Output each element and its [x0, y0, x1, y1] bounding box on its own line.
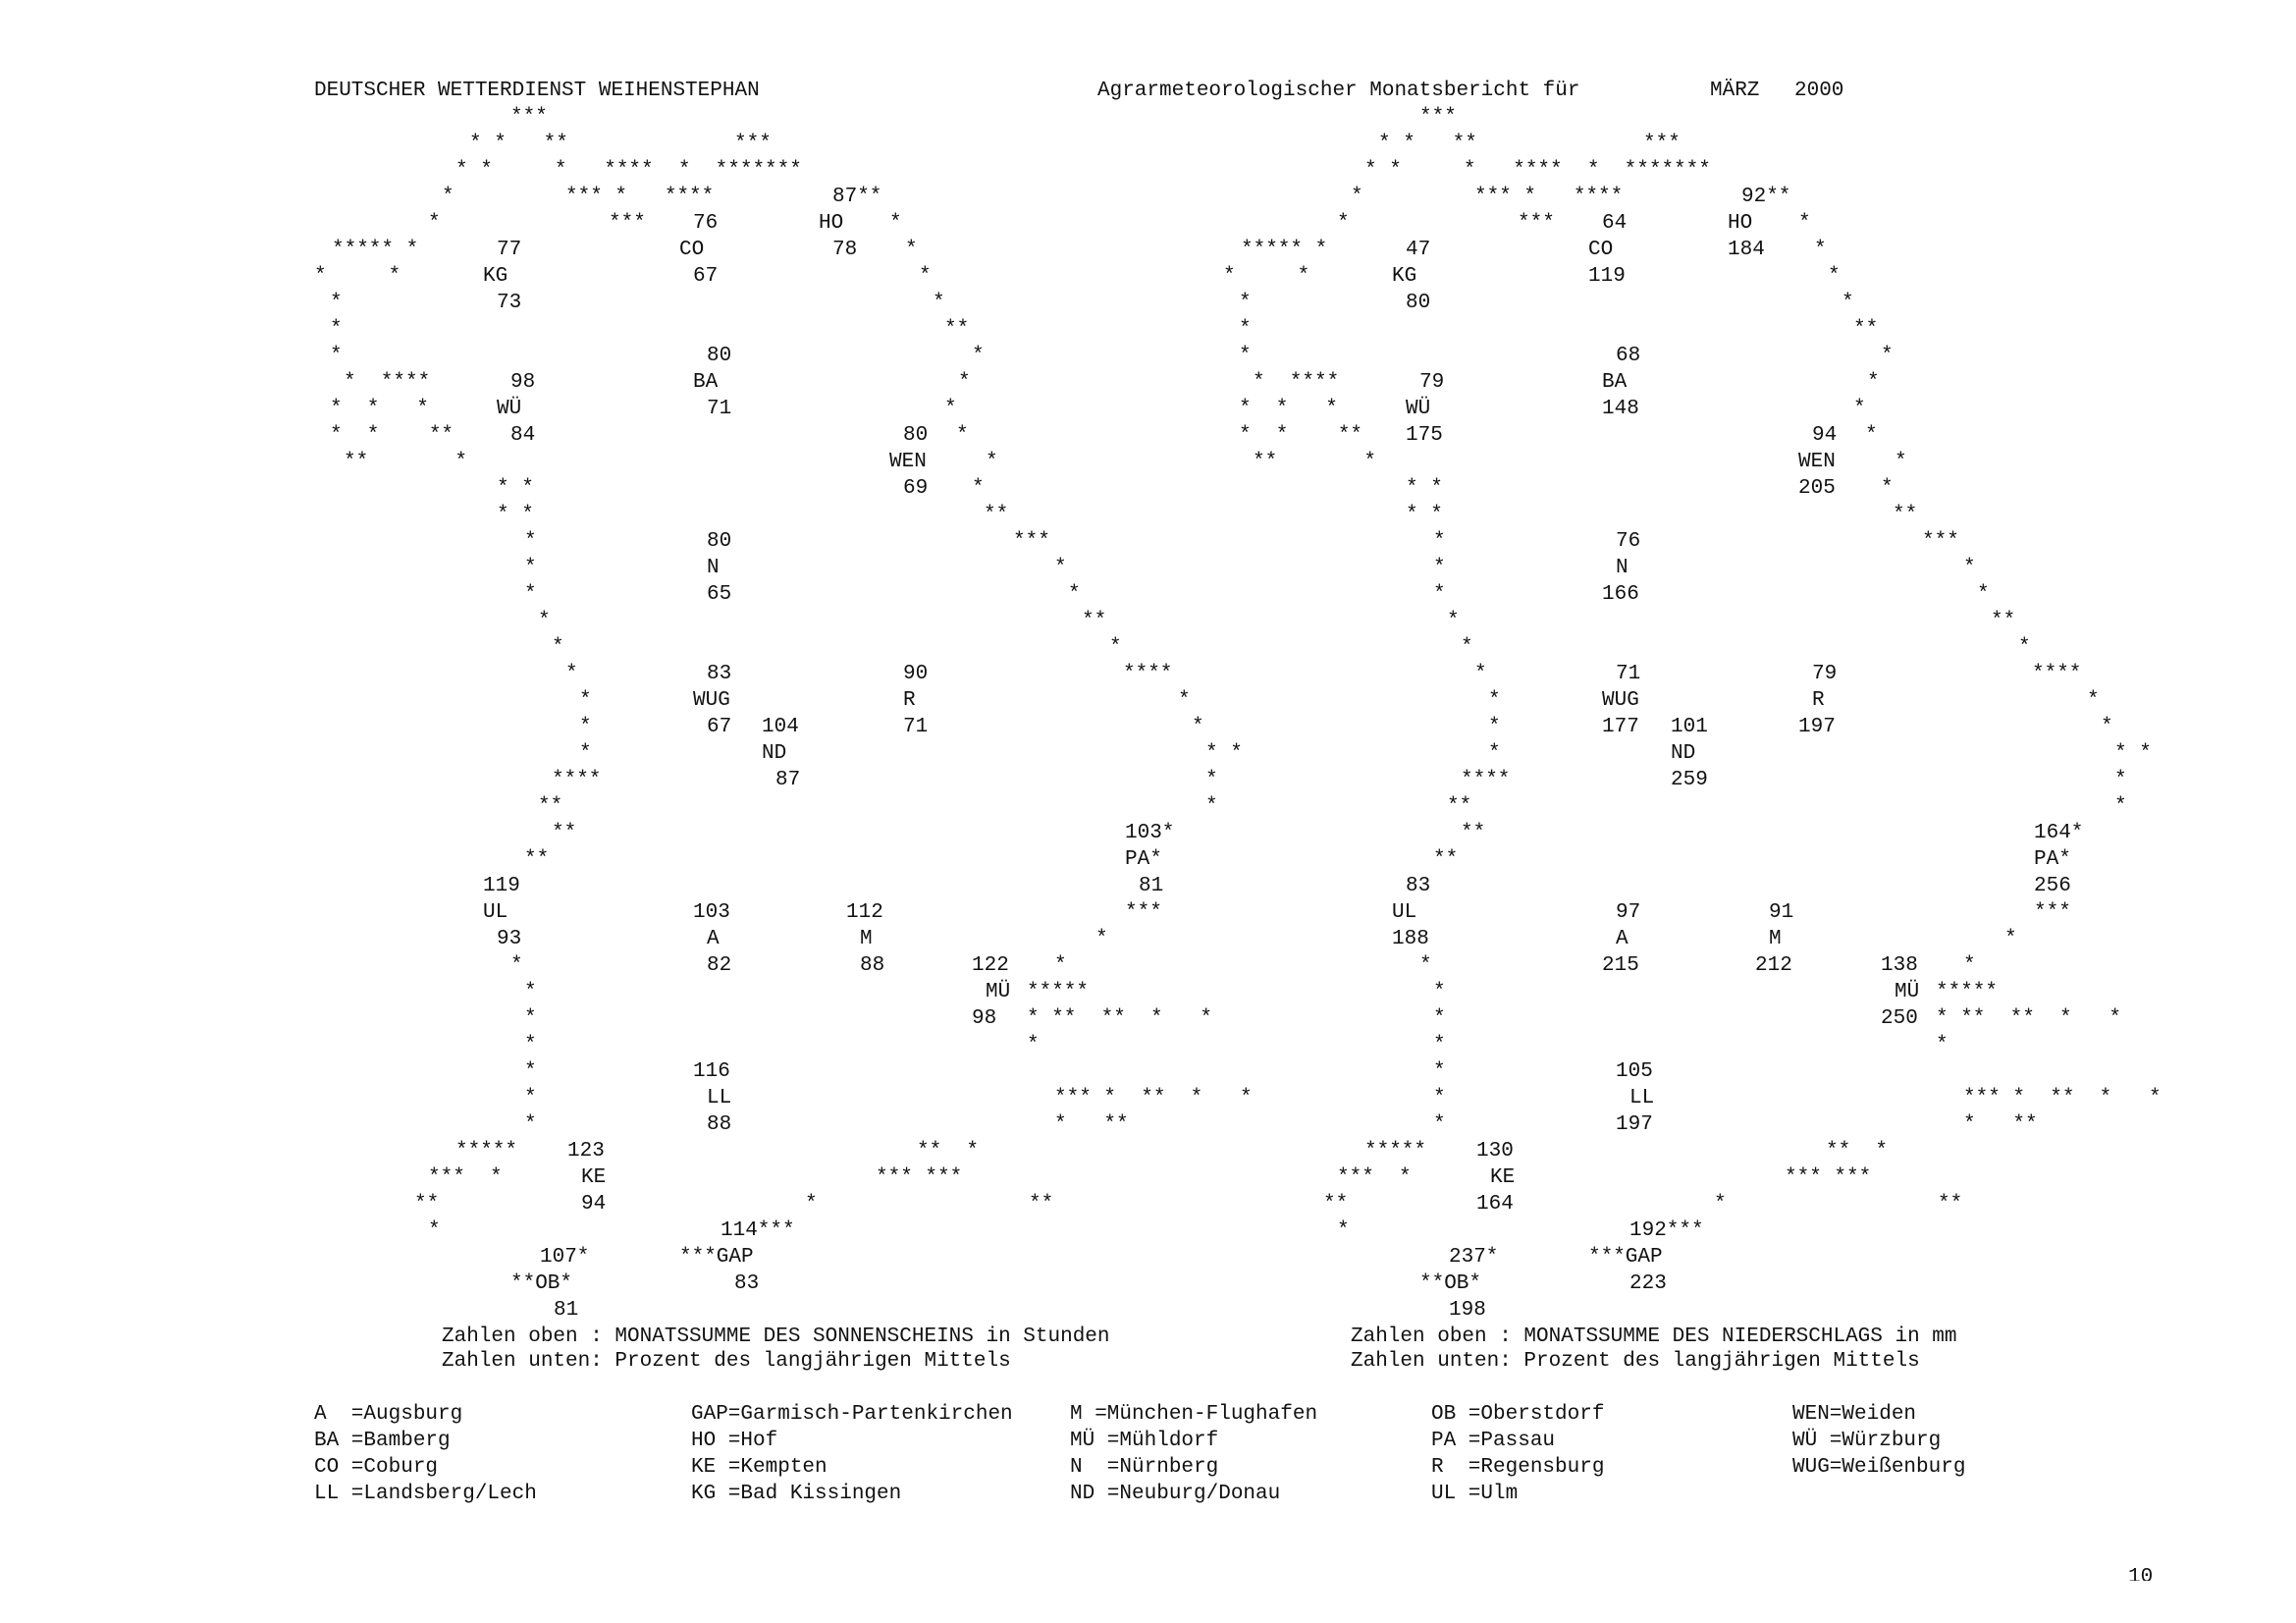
map-outline: *	[1977, 583, 1990, 606]
station-wug-code: WUG	[1602, 689, 1639, 712]
map-outline: * * **	[330, 424, 454, 447]
station-r-value: 90	[903, 663, 929, 685]
legend-item: M =München-Flughafen	[1070, 1403, 1318, 1426]
map-outline: *	[1109, 636, 1122, 659]
station-co-code: CO	[679, 239, 705, 261]
map-outline: ***	[1643, 133, 1681, 155]
station-a-value: 103	[693, 901, 730, 924]
station-ho-value: 87**	[832, 186, 882, 208]
map-outline: *	[524, 1034, 537, 1056]
header-institution: DEUTSCHER WETTERDIENST WEIHENSTEPHAN	[314, 80, 760, 102]
legend-item: A =Augsburg	[314, 1403, 463, 1426]
map-outline: *	[524, 1060, 537, 1083]
station-gap-code: ***GAP	[1588, 1246, 1663, 1269]
station-co-percent: 119	[1588, 265, 1626, 288]
station-kg-value: 77	[497, 239, 522, 261]
caption-bottom-values: Zahlen unten: Prozent des langjährigen Mittels	[442, 1350, 1011, 1373]
map-outline: **	[1938, 1193, 1963, 1216]
legend-item: GAP=Garmisch-Partenkirchen	[691, 1403, 1013, 1426]
legend-item: CO =Coburg	[314, 1456, 439, 1479]
station-pa-percent: 256	[2034, 875, 2071, 897]
map-outline: **	[1991, 610, 2016, 632]
station-wen-code: WEN	[1798, 451, 1836, 473]
map-outline: *	[1192, 716, 1204, 738]
map-outline: *	[1068, 583, 1081, 606]
station-ob-code: **OB*	[1419, 1272, 1482, 1295]
map-outline: * ** ** * *	[1027, 1007, 1213, 1030]
map-outline: * *	[2114, 742, 2152, 765]
map-outline: *	[1865, 424, 1878, 447]
map-outline: *	[1433, 1087, 1446, 1109]
station-mu-value: 138	[1881, 954, 1918, 977]
station-mu-value: 122	[972, 954, 1009, 977]
map-outline: ** *	[1826, 1140, 1889, 1163]
legend-item: HO =Hof	[691, 1430, 778, 1452]
map-outline: *	[1433, 1060, 1446, 1083]
map-outline: *	[330, 318, 343, 341]
station-nd-percent: 87	[775, 769, 801, 791]
station-pa-code: PA*	[2034, 848, 2071, 871]
station-pa-value: 164*	[2034, 822, 2084, 844]
station-ke-value: 130	[1476, 1140, 1514, 1163]
map-outline: ***	[1125, 901, 1162, 924]
map-outline: ** *	[344, 451, 468, 473]
map-outline: *	[1881, 477, 1894, 500]
map-outline: *	[579, 689, 592, 712]
station-ll-value: 116	[693, 1060, 730, 1083]
station-ke-code: KE	[581, 1166, 607, 1189]
station-mu-percent: 98	[972, 1007, 997, 1030]
station-ul-code: UL	[483, 901, 508, 924]
header-month: MÄRZ	[1710, 80, 1760, 102]
station-ho-value: 92**	[1741, 186, 1791, 208]
station-n-percent: 166	[1602, 583, 1639, 606]
map-outline: *** *	[1337, 1166, 1412, 1189]
station-wu-value: 98	[510, 371, 536, 394]
map-outline: *	[1433, 530, 1446, 553]
station-wu-value: 79	[1419, 371, 1445, 394]
map-outline: *	[524, 557, 537, 579]
station-m-code: M	[1769, 928, 1782, 950]
map-outline: ** *	[1253, 451, 1377, 473]
map-outline: **	[524, 848, 550, 871]
legend-item: WÜ =Würzburg	[1792, 1430, 1942, 1452]
map-outline: *	[1714, 1193, 1727, 1216]
map-outline: **	[1323, 1193, 1349, 1216]
map-outline: *	[956, 424, 969, 447]
station-ul-percent: 188	[1392, 928, 1429, 950]
map-outline: *	[1433, 1113, 1446, 1136]
map-outline: ****	[1461, 769, 1511, 791]
map-outline: *	[1433, 1034, 1446, 1056]
map-outline: *	[1239, 345, 1252, 367]
map-outline: *	[1881, 345, 1894, 367]
map-outline: **	[414, 1193, 440, 1216]
map-outline: *	[1842, 292, 1854, 314]
station-m-percent: 212	[1755, 954, 1792, 977]
legend-item: PA =Passau	[1431, 1430, 1556, 1452]
station-r-value: 79	[1812, 663, 1838, 685]
station-kg-percent: 73	[497, 292, 522, 314]
map-outline: * ****	[344, 371, 431, 394]
station-a-code: A	[1616, 928, 1629, 950]
map-outline: *	[958, 371, 971, 394]
map-outline: *	[2101, 716, 2113, 738]
header-report-title: Agrarmeteorologischer Monatsbericht für	[1097, 80, 1580, 102]
station-wu-percent: 175	[1406, 424, 1443, 447]
map-outline: *	[579, 716, 592, 738]
map-outline: * *	[497, 504, 534, 526]
legend-item: ND =Neuburg/Donau	[1070, 1483, 1281, 1505]
map-outline: *	[2114, 769, 2127, 791]
station-kg-value: 47	[1406, 239, 1431, 261]
map-outline: * *	[1406, 477, 1443, 500]
map-outline: ***** *	[332, 239, 419, 261]
map-outline: ***	[1518, 212, 1555, 235]
page-number: 10	[2128, 1567, 2154, 1581]
caption-top-values: Zahlen oben : MONATSSUMME DES SONNENSCHEINS in Stunden	[442, 1325, 1110, 1348]
map-outline: ***	[609, 212, 646, 235]
map-outline: *****	[1364, 1140, 1427, 1163]
map-outline: *	[986, 451, 998, 473]
legend-item: OB =Oberstdorf	[1431, 1403, 1605, 1426]
map-outline: *****	[1936, 981, 1999, 1003]
map-outline: * * **	[469, 133, 568, 155]
station-pa-percent: 81	[1139, 875, 1164, 897]
map-outline: *	[330, 292, 343, 314]
station-co-code: CO	[1588, 239, 1614, 261]
map-outline: *	[1488, 689, 1501, 712]
station-wen-code: WEN	[889, 451, 927, 473]
station-wug-value: 71	[1616, 663, 1641, 685]
station-wug-value: 83	[707, 663, 732, 685]
map-outline: ***** *	[1241, 239, 1328, 261]
map-outline: *	[1095, 928, 1108, 950]
map-outline: **	[944, 318, 970, 341]
station-ho-percent: 184	[1728, 239, 1765, 261]
map-outline: *** * ** * *	[1054, 1087, 1253, 1109]
map-outline: *	[1461, 636, 1473, 659]
station-m-code: M	[860, 928, 873, 950]
legend-item: KG =Bad Kissingen	[691, 1483, 902, 1505]
station-mu-code: MÜ	[986, 981, 1011, 1003]
map-outline: *	[1239, 318, 1252, 341]
map-outline: *	[972, 345, 985, 367]
station-ba-value: 80	[707, 345, 732, 367]
map-outline: *	[889, 212, 902, 235]
legend-item: R =Regensburg	[1431, 1456, 1605, 1479]
legend-item: N =Nürnberg	[1070, 1456, 1219, 1479]
station-n-percent: 65	[707, 583, 732, 606]
station-gap-percent: 83	[734, 1272, 760, 1295]
station-ul-value: 119	[483, 875, 520, 897]
station-ke-percent: 164	[1476, 1193, 1514, 1216]
map-outline: *	[1433, 557, 1446, 579]
map-outline: **	[538, 795, 563, 818]
map-outline: * * * **** * *******	[1364, 159, 1711, 182]
map-outline: *** *	[428, 1166, 503, 1189]
station-gap-value: 192***	[1629, 1219, 1704, 1242]
map-outline: ** *	[917, 1140, 980, 1163]
map-outline: ****	[1123, 663, 1173, 685]
map-outline: *	[1474, 663, 1487, 685]
station-wu-code: WÜ	[1406, 398, 1431, 420]
station-ll-percent: 88	[707, 1113, 732, 1136]
legend-item: KE =Kempten	[691, 1456, 828, 1479]
station-n-code: N	[707, 557, 720, 579]
map-outline: * * **	[1378, 133, 1477, 155]
map-outline: *	[524, 1113, 537, 1136]
map-outline: **	[552, 822, 577, 844]
map-outline: *****	[455, 1140, 518, 1163]
station-n-value: 76	[1616, 530, 1641, 553]
map-outline: *	[1488, 716, 1501, 738]
map-outline: * ** ** * *	[1936, 1007, 2122, 1030]
station-r-code: R	[1812, 689, 1825, 712]
map-outline: * *	[1223, 265, 1310, 288]
station-nd-code: ND	[1671, 742, 1696, 765]
station-ke-value: 123	[567, 1140, 605, 1163]
map-outline: *	[1027, 1034, 1040, 1056]
station-a-code: A	[707, 928, 720, 950]
station-r-code: R	[903, 689, 916, 712]
map-outline: *	[1447, 610, 1460, 632]
map-outline: ***	[510, 106, 548, 129]
map-outline: *	[905, 239, 918, 261]
caption-bottom-values: Zahlen unten: Prozent des langjährigen Mittels	[1351, 1350, 1920, 1373]
station-pa-value: 103*	[1125, 822, 1175, 844]
legend-item: MÜ =Mühldorf	[1070, 1430, 1219, 1452]
map-outline: **	[1853, 318, 1879, 341]
map-outline: * *	[1205, 742, 1243, 765]
map-outline: *	[2114, 795, 2127, 818]
station-wug-percent: 177	[1602, 716, 1639, 738]
station-wen-percent: 205	[1798, 477, 1836, 500]
map-outline: *	[1936, 1034, 1949, 1056]
station-ul-value: 83	[1406, 875, 1431, 897]
map-outline: *	[524, 583, 537, 606]
station-ba-code: BA	[693, 371, 719, 394]
station-ob-percent: 81	[554, 1299, 579, 1322]
map-outline: *	[330, 345, 343, 367]
map-outline: ***	[1013, 530, 1050, 553]
map-outline: **	[1433, 848, 1459, 871]
map-outline: *	[1433, 981, 1446, 1003]
station-gap-code: ***GAP	[679, 1246, 754, 1269]
map-outline: * *** * ****	[1351, 186, 1624, 208]
legend-item: BA =Bamberg	[314, 1430, 451, 1452]
map-outline: * *	[314, 265, 401, 288]
station-gap-percent: 223	[1629, 1272, 1667, 1295]
station-ho-code: HO	[1728, 212, 1753, 235]
station-ob-percent: 198	[1449, 1299, 1486, 1322]
station-ob-value: 107*	[540, 1246, 590, 1269]
station-nd-value: 101	[1671, 716, 1708, 738]
map-outline: * * * **** * *******	[455, 159, 802, 182]
station-ba-code: BA	[1602, 371, 1628, 394]
map-outline: *	[524, 530, 537, 553]
map-outline: *	[1798, 212, 1811, 235]
station-gap-value: 114***	[721, 1219, 795, 1242]
legend-item: WEN=Weiden	[1792, 1403, 1917, 1426]
station-ll-code: LL	[1629, 1087, 1655, 1109]
map-outline: *	[552, 636, 564, 659]
station-nd-code: ND	[762, 742, 787, 765]
station-n-value: 80	[707, 530, 732, 553]
station-wu-percent: 84	[510, 424, 536, 447]
map-outline: * *** * ****	[442, 186, 715, 208]
map-outline: *	[933, 292, 945, 314]
station-ke-percent: 94	[581, 1193, 607, 1216]
map-outline: *	[1488, 742, 1501, 765]
legend-item: LL =Landsberg/Lech	[314, 1483, 537, 1505]
map-outline: ***	[2034, 901, 2071, 924]
map-outline: *	[579, 742, 592, 765]
map-outline: *** * ** * *	[1963, 1087, 2162, 1109]
station-ho-percent: 78	[832, 239, 858, 261]
map-outline: *	[524, 1087, 537, 1109]
station-r-percent: 197	[1798, 716, 1836, 738]
map-outline: *	[1337, 1219, 1350, 1242]
map-outline: *	[1205, 795, 1218, 818]
map-outline: * **	[1054, 1113, 1129, 1136]
map-outline: *	[972, 477, 985, 500]
header-year: 2000	[1794, 80, 1844, 102]
map-outline: **	[1893, 504, 1918, 526]
map-outline: *	[805, 1193, 818, 1216]
map-outline: *	[2087, 689, 2100, 712]
station-ul-percent: 93	[497, 928, 522, 950]
map-outline: *	[1205, 769, 1218, 791]
map-outline: *	[428, 212, 441, 235]
map-outline: *** ***	[1785, 1166, 1872, 1189]
map-outline: *****	[1027, 981, 1090, 1003]
map-outline: *	[1828, 265, 1841, 288]
map-outline: *** ***	[876, 1166, 963, 1189]
station-wen-value: 80	[903, 424, 929, 447]
station-ke-code: KE	[1490, 1166, 1516, 1189]
map-outline: **	[984, 504, 1009, 526]
map-outline: * * *	[330, 398, 429, 420]
station-co-value: 76	[693, 212, 719, 235]
legend-item: UL =Ulm	[1431, 1483, 1519, 1505]
station-wug-percent: 67	[707, 716, 732, 738]
station-kg-code: KG	[483, 265, 508, 288]
station-kg-percent: 80	[1406, 292, 1431, 314]
station-ll-percent: 197	[1616, 1113, 1653, 1136]
map-outline: *	[1963, 954, 1976, 977]
station-r-percent: 71	[903, 716, 929, 738]
map-outline: *	[1433, 1007, 1446, 1030]
station-ob-value: 237*	[1449, 1246, 1499, 1269]
map-outline: *	[524, 1007, 537, 1030]
map-outline: * ****	[1253, 371, 1340, 394]
map-outline: *	[1433, 583, 1446, 606]
map-outline: ***	[1419, 106, 1457, 129]
map-outline: *	[1419, 954, 1432, 977]
map-outline: ***	[1922, 530, 1959, 553]
station-co-percent: 67	[693, 265, 719, 288]
station-pa-code: PA*	[1125, 848, 1162, 871]
station-nd-percent: 259	[1671, 769, 1708, 791]
station-wen-value: 94	[1812, 424, 1838, 447]
station-m-value: 91	[1769, 901, 1794, 924]
station-ba-value: 68	[1616, 345, 1641, 367]
map-outline: *	[538, 610, 551, 632]
station-wen-percent: 69	[903, 477, 929, 500]
station-ll-code: LL	[707, 1087, 732, 1109]
station-ba-percent: 71	[707, 398, 732, 420]
station-ba-percent: 148	[1602, 398, 1639, 420]
station-ul-code: UL	[1392, 901, 1417, 924]
map-outline: * **	[1963, 1113, 2038, 1136]
map-outline: * * **	[1239, 424, 1363, 447]
caption-top-values: Zahlen oben : MONATSSUMME DES NIEDERSCHLAGS in mm	[1351, 1325, 1957, 1348]
map-outline: *	[1054, 557, 1067, 579]
station-ob-code: **OB*	[510, 1272, 573, 1295]
station-n-code: N	[1616, 557, 1629, 579]
station-nd-value: 104	[762, 716, 799, 738]
map-outline: * * *	[1239, 398, 1338, 420]
map-outline: *	[1239, 292, 1252, 314]
map-outline: *	[510, 954, 523, 977]
legend-item: WUG=Weißenburg	[1792, 1456, 1966, 1479]
station-co-value: 64	[1602, 212, 1628, 235]
map-outline: **	[1447, 795, 1472, 818]
map-outline: ***	[734, 133, 772, 155]
station-ll-value: 105	[1616, 1060, 1653, 1083]
map-outline: **	[1029, 1193, 1054, 1216]
map-outline: ****	[552, 769, 602, 791]
map-outline: **	[1461, 822, 1486, 844]
map-outline: *	[2004, 928, 2017, 950]
station-wu-code: WÜ	[497, 398, 522, 420]
map-outline: *	[1337, 212, 1350, 235]
station-m-value: 112	[846, 901, 883, 924]
map-outline: * *	[1406, 504, 1443, 526]
station-a-percent: 215	[1602, 954, 1639, 977]
map-outline: *	[524, 981, 537, 1003]
map-outline: *	[1853, 398, 1866, 420]
station-a-percent: 82	[707, 954, 732, 977]
map-outline: *	[944, 398, 957, 420]
map-outline: *	[1963, 557, 1976, 579]
map-outline: *	[919, 265, 932, 288]
map-outline: *	[428, 1219, 441, 1242]
map-outline: *	[2018, 636, 2031, 659]
map-outline: *	[1054, 954, 1067, 977]
station-kg-code: KG	[1392, 265, 1417, 288]
map-outline: * *	[497, 477, 534, 500]
station-mu-percent: 250	[1881, 1007, 1918, 1030]
map-outline: **	[1082, 610, 1107, 632]
map-outline: *	[1867, 371, 1880, 394]
map-outline: *	[1895, 451, 1907, 473]
station-m-percent: 88	[860, 954, 885, 977]
map-outline: *	[565, 663, 578, 685]
precipitation-map	[909, 0, 2162, 1373]
map-outline: ****	[2032, 663, 2082, 685]
station-wug-code: WUG	[693, 689, 730, 712]
station-ho-code: HO	[819, 212, 844, 235]
station-a-value: 97	[1616, 901, 1641, 924]
map-outline: *	[1178, 689, 1191, 712]
station-mu-code: MÜ	[1895, 981, 1920, 1003]
map-outline: *	[1814, 239, 1827, 261]
